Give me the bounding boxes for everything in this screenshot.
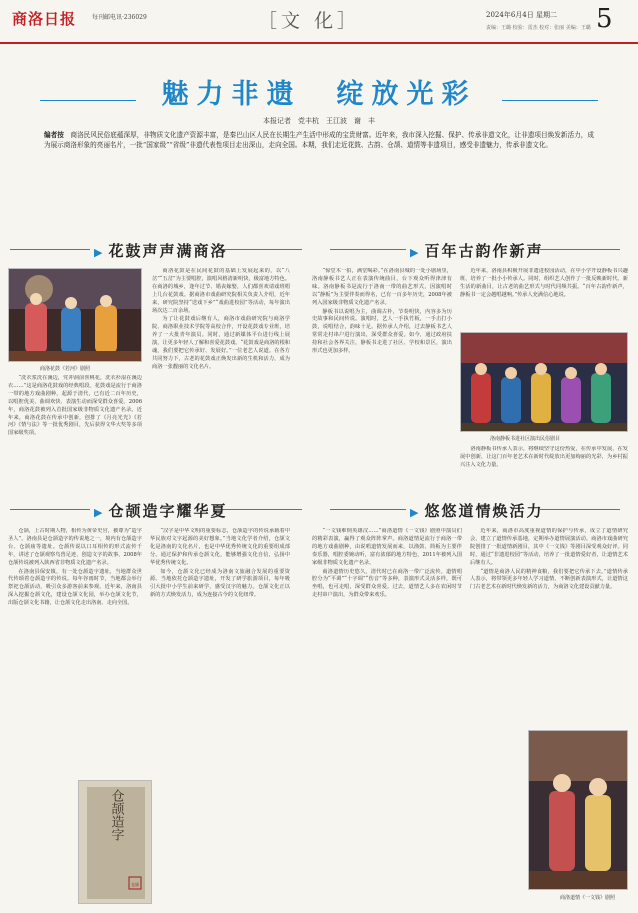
column-c2	[150, 528, 290, 782]
heading-baini: ▶ 百年古韵作新声	[410, 242, 544, 260]
column-d2	[470, 528, 628, 728]
triangle-icon: ▶	[94, 246, 105, 259]
caption-huagu: 商洛花鼓《若河》剧照	[40, 366, 91, 372]
paragraph: 在洛南县保安镇，有一处仓颉造字遗址，当地群众世代传颂着仓颉造字的传说。每年谷雨时节，当地都会举行祭祀仓颉活动，吸引众多游客前来参观。近年来，洛南县深入挖掘仓颉文化，建设仓颉文化园，举办仓颉文化节，出版仓颉文化书籍，让仓颉文化走出洛南、走向全国。	[8, 568, 142, 607]
rule-b-left	[330, 249, 406, 250]
paragraph: 近年来，商洛市高度重视道情的保护与传承，成立了道情研究会，建立了道情传承基地，定期举办道情展演活动。商洛市戏曲研究院创排了一批道情新剧目，其中《一文钱》等剧目深受观众好评。同时，通过“非遗进校园”等活动，培养了一批道情爱好者，让道情艺术后继有人。	[470, 528, 628, 566]
rule-a-left	[10, 249, 90, 250]
paragraph: 商洛花鼓是在民间花鼓的基础上发展起来的，以“八岔”“五岔”为主要唱腔，演唱风格清新明快，极富地方特色。在商洛的城乡，逢年过节、婚丧嫁娶，人们都喜欢请戏班唱上几台花鼓戏。据商洛市戏曲研究院相关负责人介绍，近年来，研究院坚持“送戏下乡”“戏曲进校园”等活动，每年演出场次达二百余场。	[152, 268, 290, 314]
triangle-icon: ▶	[410, 246, 421, 259]
issue-date: 2024年6月4日 星期二	[486, 11, 557, 19]
heading-cangjie: ▶ 仓颉造字耀华夏	[94, 502, 228, 520]
rule-a-right	[222, 249, 302, 250]
heading-huagu: ▶ 花鼓声声满商洛	[94, 242, 228, 260]
paragraph: 静板书以说唱为主，曲调古朴，节奏明快，内容多为历史故事和民间传说。演唱时，艺人一手执竹板，一手击打小鼓，说唱结合，韵味十足。据传承人介绍，过去静板书艺人常常走村串户进行演出，深受群众喜爱。如今，通过政府扶持和社会各界关注，静板书走进了社区、学校和景区，演出形式也更加多样。	[312, 308, 452, 355]
heading-daoqing: ▶ 悠悠道情焕活力	[410, 502, 544, 520]
paragraph: “惊堂木一拍，满堂喝彩。”在洛南县城的一处小剧场里，洛南静板书艺人正在表演传统曲目，台下观众听得津津有味。洛南静板书是流行于洛南一带的曲艺形式，因演唱时以“静板”为主要伴奏而得名，已有一百多年历史，2008年被列入国家级非物质文化遗产名录。	[312, 268, 452, 306]
paragraph: 仓颉，上古时期人物，相传为黄帝史官，被尊为“造字圣人”。洛南县是仓颉造字的传说地之一，境内有仓颉造字台、仓颉庙等遗址。仓颉传说以口耳相传的形式流传千年，讲述了仓颉观察鸟兽足迹、创造文字的故事，2008年仓颉传说被列入陕西省非物质文化遗产名录。	[8, 528, 142, 566]
column-a2	[152, 268, 290, 494]
column-b1	[312, 268, 452, 494]
triangle-icon: ▶	[94, 506, 105, 519]
caption-daoqing: 商洛道情《一文钱》剧照	[560, 895, 616, 901]
paragraph: “一文钱难倒英雄汉……”商洛道情《一文钱》剧照中演员们的精彩表演，赢得了观众阵阵掌声。商洛道情是流行于商洛一带的地方戏曲剧种，由说唱道情发展而来，以渔鼓、简板为主要伴奏乐器，唱腔委婉动听，富有浓郁的地方特色，2011年被列入国家级非物质文化遗产名录。	[312, 528, 462, 566]
paragraph: “洗衣浆洗在溪边，党冲洞前喜桃花，洗衣衫湿在溪边衣……”这是商洛花鼓戏的经典唱段。花鼓戏是流行于商洛一带的地方戏曲剧种，起源于清代，已有近二百年历史，以唱腔优美、曲调欢快、表演生动而深受群众喜爱。2006年，商洛花鼓被列入首批国家级非物质文化遗产名录。近年来，商洛花鼓在传承中创新，创排了《月亮光光》《若河》《情与法》等一批优秀剧目，先后获得文华大奖等多项国家级奖项。	[8, 375, 142, 437]
masthead	[0, 0, 638, 44]
paragraph: 近年来，洛南县积极开展非遗进校园活动，在中小学开设静板书兴趣班，培养了一批小小传承人。同时，组织艺人创作了一批反映新时代、新生活的新曲目，让古老的曲艺形式与时代同频共振。“百年古韵作新声，静板书一定会越唱越响。”传承人充满信心地说。	[460, 268, 628, 298]
rule-d-left	[330, 509, 406, 510]
column-b3	[460, 446, 628, 494]
triangle-icon: ▶	[410, 506, 421, 519]
photo-stele	[78, 780, 152, 904]
rule-c-right	[222, 509, 302, 510]
column-a1	[8, 375, 142, 493]
paragraph: “道情是商洛人民的精神食粮，我们要把它传承下去。”道情传承人表示，将带领更多年轻人学习道情，不断创新表演形式，让道情这门古老艺术在新时代焕发新的活力，为商洛文化建设贡献力量。	[470, 568, 628, 591]
photo-huagu	[8, 268, 142, 362]
column-b2	[460, 268, 628, 332]
editor-note-label: 编者按	[44, 131, 64, 139]
rule-d-right	[540, 509, 620, 510]
rule-b-right	[540, 249, 620, 250]
caption-jingbanshu: 洛南静板书进社区演出民俗剧目	[490, 436, 561, 442]
photo-daoqing	[528, 730, 628, 890]
paragraph: 为了让花鼓戏后继有人，商洛市戏曲研究院与商洛学院、商洛职业技术学院等高校合作，开设花鼓戏专业班，培养了一大批青年演员。同时，通过新媒体平台进行线上展演，让更多年轻人了解和喜爱花鼓戏。“花鼓戏是商洛的根和魂，我们要把它传承好、发展好。”一位老艺人说道。在各方共同努力下，古老的花鼓戏正焕发出新的生机和活力，成为商洛一张靓丽的文化名片。	[152, 316, 290, 370]
column-d1	[312, 528, 462, 908]
paragraph: 如今，仓颉文化已经成为洛南文旅融合发展的重要资源。当地依托仓颉造字遗址，开发了研学旅游项目，每年吸引大批中小学生前来研学，感受汉字的魅力。仓颉文化正以新的方式焕发活力，成为连接古今的文化纽带。	[150, 568, 290, 599]
photo-jingbanshu	[460, 332, 628, 432]
postal-code: 每刊邮电讯·236029	[92, 14, 147, 21]
page-title: 魅力非遗 绽放光彩	[161, 79, 477, 110]
newspaper-logo: 商洛日报	[12, 10, 77, 28]
editor-note-body: 商洛民风民俗底蕴深厚，非物质文化遗产资源丰富，是秦巴山区人民在长期生产生活中形成的宝贵财富。近年来，我市深入挖掘、保护、传承非遗文化，让非遗项目焕发新活力，成为展示商洛形象的亮丽名片，一批“国家级”“省级”非遗代表性项目走出深山，走向全国。本期，我们走近花鼓、古韵、仓颉、道情等非遗项目，感受非遗魅力，传承非遗文化。	[44, 131, 595, 149]
paragraph: 商洛道情历史悠久，清代时已在商洛一带广泛流传。道情唱腔分为“平调”“十字调”“伤音”等多种，表演形式灵活多样，既可坐唱，也可走唱，深受群众喜爱。过去，道情艺人多在农闲时节走村串户演出，为群众带来欢乐。	[312, 568, 462, 599]
rule-c-left	[10, 509, 90, 510]
stele-text: 仓颉造字	[108, 789, 124, 841]
byline: 本报记者 党丰杭 王江波 谢 丰	[263, 117, 375, 125]
editor-credits: 责编：王璐 校验：雷杰 校对：张丽 美编：王璐	[486, 25, 591, 31]
section-label: ［文 化］	[258, 10, 361, 32]
paragraph: 洛南静板书传承人表示，将继续坚守这份热爱，在传承中发展，在发展中创新，让这门百年老艺术在新时代绽放出更加绚丽的光彩，为乡村振兴注入文化力量。	[460, 446, 628, 468]
seal-text: 仓颉	[131, 882, 139, 887]
paragraph: “汉字是中华文明的重要标志，仓颉造字的传说承载着中华民族对文字起源的美好想象。”当地文化学者介绍，仓颉文化是洛南的文化名片，也是中华优秀传统文化的重要组成部分。通过保护和传承仓颉文化，能够增强文化自信，弘扬中华优秀传统文化。	[150, 528, 290, 566]
editor-note	[44, 131, 594, 150]
page-number: 5	[596, 4, 613, 34]
